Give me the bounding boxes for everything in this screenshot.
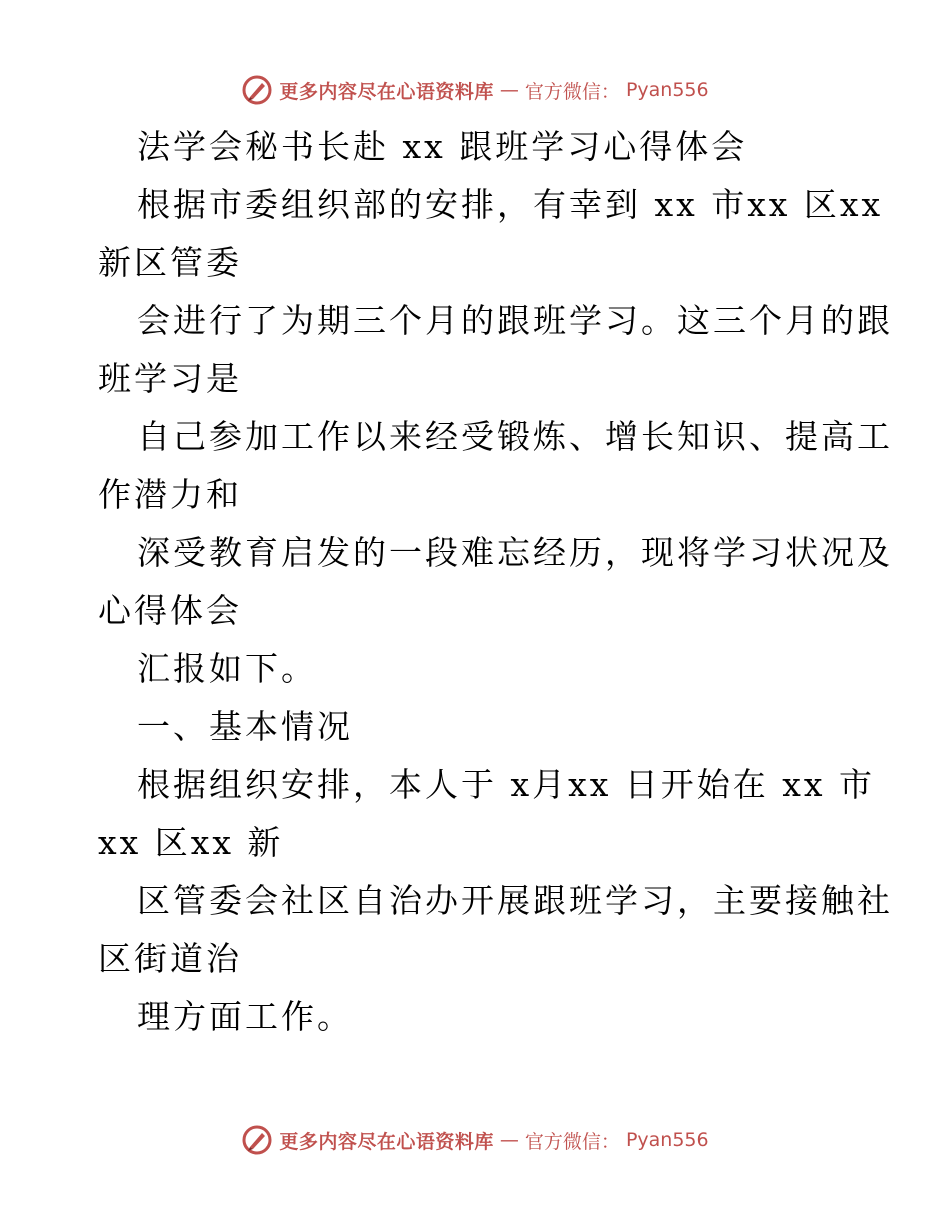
pen-logo-icon	[241, 74, 273, 106]
banner-wechat-id: Pyan556	[625, 79, 709, 101]
banner-text: 更多内容尽在心语资料库	[279, 1130, 494, 1153]
paragraph-line: 新区管委	[98, 243, 242, 282]
paragraph-line: xx 区xx 新	[98, 823, 284, 862]
banner-separator: —	[499, 1129, 519, 1151]
paragraph-line: 根据组织安排，本人于 x月xx 日开始在 xx 市	[137, 765, 876, 804]
paragraph-line: 深受教育启发的一段难忘经历，现将学习状况及	[137, 533, 893, 572]
paragraph-line: 汇报如下。	[137, 649, 317, 688]
paragraph-line: 心得体会	[98, 591, 242, 630]
pen-logo-icon	[241, 1124, 273, 1156]
banner-wechat-id: Pyan556	[625, 1129, 709, 1151]
banner-separator: —	[499, 79, 519, 101]
banner-wechat-label: 官方微信：	[524, 1130, 620, 1153]
header-banner	[0, 70, 950, 110]
document-title: 法学会秘书长赴 xx 跟班学习心得体会	[137, 127, 748, 166]
paragraph-line: 会进行了为期三个月的跟班学习。这三个月的跟	[137, 301, 893, 340]
banner-text: 更多内容尽在心语资料库	[279, 80, 494, 103]
paragraph-line: 区管委会社区自治办开展跟班学习，主要接触社	[137, 881, 893, 920]
paragraph-line: 自己参加工作以来经受锻炼、增长知识、提高工	[137, 417, 893, 456]
paragraph-line: 理方面工作。	[137, 997, 353, 1036]
paragraph-line: 区街道治	[98, 939, 242, 978]
banner-wechat-label: 官方微信：	[524, 80, 620, 103]
paragraph-line: 班学习是	[98, 359, 242, 398]
paragraph-line: 作潜力和	[98, 475, 242, 514]
section-heading: 一、基本情况	[137, 707, 353, 746]
paragraph-line: 根据市委组织部的安排，有幸到 xx 市xx 区xx	[137, 185, 884, 224]
footer-banner	[0, 1120, 950, 1160]
